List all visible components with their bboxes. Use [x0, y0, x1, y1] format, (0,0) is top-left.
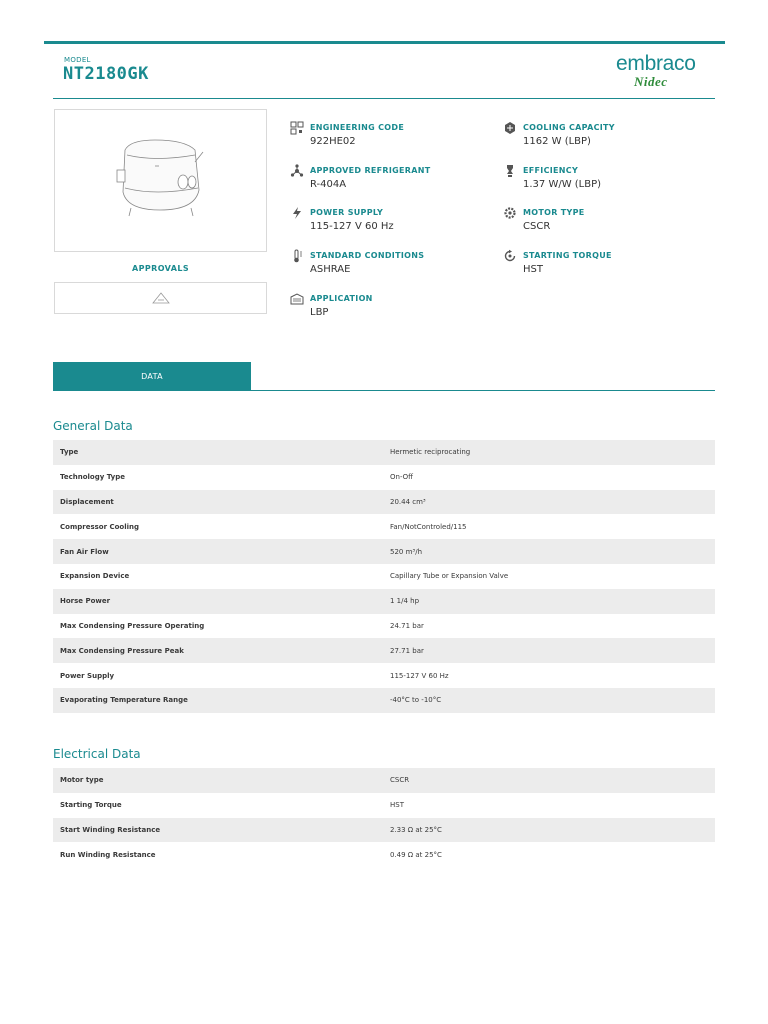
- row-value: Fan/NotControled/115: [390, 522, 467, 531]
- table-row: [53, 818, 715, 843]
- tab-rule: [53, 390, 715, 391]
- table-row: [53, 564, 715, 589]
- spec-label: APPLICATION: [310, 294, 373, 303]
- spec-value: R-404A: [310, 179, 347, 190]
- row-value: Hermetic reciprocating: [390, 448, 471, 457]
- row-value: 27.71 bar: [390, 646, 424, 655]
- table-row: [53, 793, 715, 818]
- row-key: Type: [60, 448, 79, 457]
- header-rule: [53, 98, 715, 99]
- spec-value: LBP: [310, 307, 329, 318]
- row-value: On-Off: [390, 473, 413, 482]
- motor-gear-icon: [503, 206, 517, 220]
- approval-badge: [54, 282, 267, 314]
- spec-label: MOTOR TYPE: [523, 208, 585, 217]
- general-data-table: [53, 440, 715, 713]
- table-row: [53, 663, 715, 688]
- molecule-icon: [290, 164, 304, 178]
- table-row: [53, 514, 715, 539]
- electrical-data-title: Electrical Data: [53, 747, 141, 761]
- qr-code-icon: [290, 121, 304, 135]
- row-key: Run Winding Resistance: [60, 850, 156, 859]
- row-key: Compressor Cooling: [60, 522, 140, 531]
- thermometer-icon: [290, 249, 304, 263]
- table-row: [53, 589, 715, 614]
- certification-mark-icon: [152, 292, 170, 304]
- table-row: [53, 440, 715, 465]
- table-row: [53, 539, 715, 564]
- model-label: MODEL: [64, 56, 91, 64]
- spec-value: HST: [523, 264, 543, 275]
- efficiency-bulb-icon: [503, 164, 517, 178]
- model-name: NT2180GK: [63, 64, 149, 84]
- table-row: [53, 614, 715, 639]
- row-value: 0.49 Ω at 25°C: [390, 850, 442, 859]
- table-row: [53, 842, 715, 867]
- general-data-title: General Data: [53, 419, 133, 433]
- electrical-data-table: [53, 768, 715, 867]
- row-value: CSCR: [390, 776, 410, 785]
- row-key: Displacement: [60, 497, 114, 506]
- spec-label: EFFICIENCY: [523, 166, 579, 175]
- product-image: [54, 109, 267, 252]
- torque-icon: [503, 249, 517, 263]
- approvals-label: APPROVALS: [132, 264, 189, 273]
- table-row: [53, 490, 715, 515]
- table-row: [53, 465, 715, 490]
- spec-label: ENGINEERING CODE: [310, 123, 405, 132]
- row-key: Fan Air Flow: [60, 547, 109, 556]
- spec-label: APPROVED REFRIGERANT: [310, 166, 431, 175]
- brand-name: embraco: [616, 52, 696, 75]
- row-key: Start Winding Resistance: [60, 825, 161, 834]
- spec-value: ASHRAE: [310, 264, 351, 275]
- top-rule: [44, 41, 725, 44]
- row-key: Evaporating Temperature Range: [60, 696, 188, 705]
- row-key: Power Supply: [60, 671, 115, 680]
- fridge-icon: [290, 292, 304, 306]
- spec-value: 115-127 V 60 Hz: [310, 221, 394, 232]
- spec-label: STANDARD CONDITIONS: [310, 251, 425, 260]
- row-value: 2.33 Ω at 25°C: [390, 825, 442, 834]
- spec-label: POWER SUPPLY: [310, 208, 384, 217]
- row-key: Starting Torque: [60, 801, 122, 810]
- row-value: -40°C to -10°C: [390, 696, 442, 705]
- row-key: Technology Type: [60, 473, 126, 482]
- row-value: 20.44 cm³: [390, 497, 426, 506]
- row-value: 24.71 bar: [390, 621, 424, 630]
- brand-sub: Nidec: [634, 74, 668, 89]
- row-key: Motor type: [60, 776, 104, 785]
- row-key: Max Condensing Pressure Peak: [60, 646, 184, 655]
- spec-label: STARTING TORQUE: [523, 251, 612, 260]
- row-value: 520 m³/h: [390, 547, 423, 556]
- spec-value: 1.37 W/W (LBP): [523, 179, 602, 190]
- row-value: 115-127 V 60 Hz: [390, 671, 449, 680]
- snowflake-cube-icon: [503, 121, 517, 135]
- lightning-icon: [290, 206, 304, 220]
- spec-value: 922HE02: [310, 136, 356, 147]
- spec-label: COOLING CAPACITY: [523, 123, 615, 132]
- row-key: Max Condensing Pressure Operating: [60, 621, 205, 630]
- row-key: Horse Power: [60, 597, 111, 606]
- table-row: [53, 638, 715, 663]
- spec-value: CSCR: [523, 221, 551, 232]
- row-value: HST: [390, 801, 404, 810]
- compressor-illustration-icon: [55, 110, 266, 251]
- brand-logo: [616, 52, 708, 92]
- table-row: [53, 768, 715, 793]
- row-key: Expansion Device: [60, 572, 130, 581]
- row-value: Capillary Tube or Expansion Valve: [390, 572, 509, 581]
- tab-data[interactable]: DATA: [53, 362, 251, 390]
- spec-value: 1162 W (LBP): [523, 136, 591, 147]
- table-row: [53, 688, 715, 713]
- row-value: 1 1/4 hp: [390, 597, 420, 606]
